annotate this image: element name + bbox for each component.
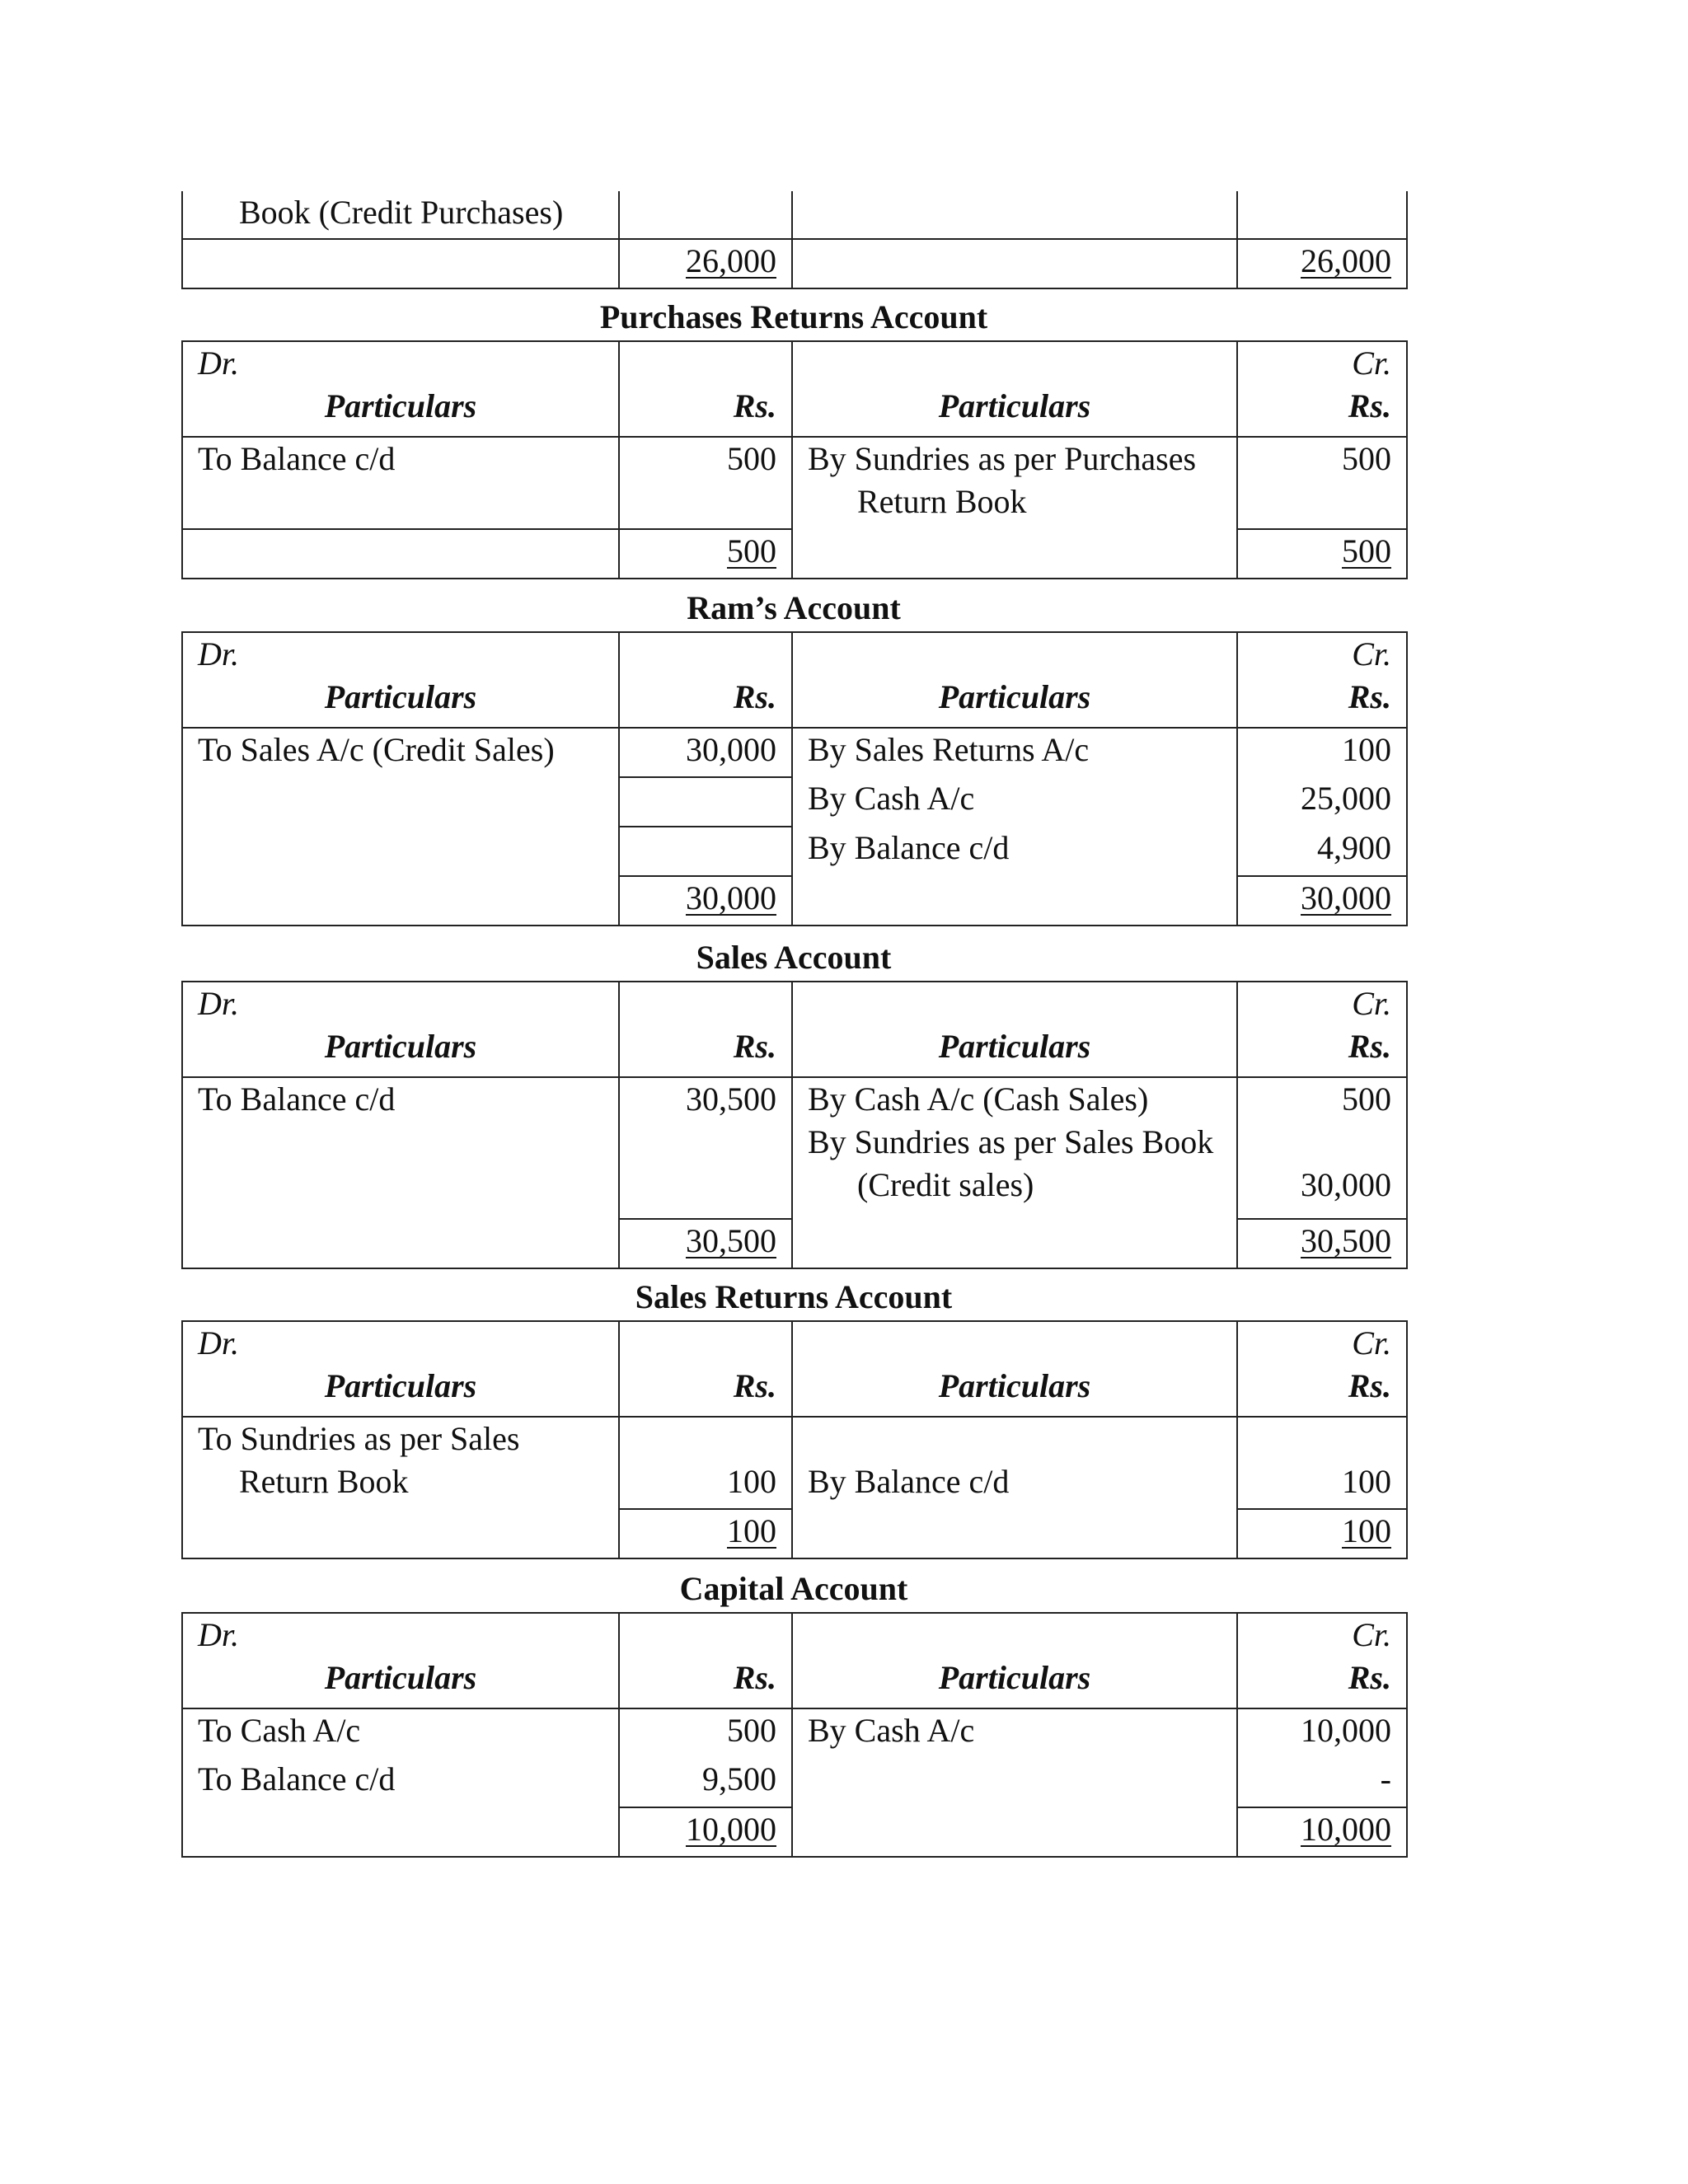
particulars-header: Particulars bbox=[324, 387, 477, 424]
particulars-header: Particulars bbox=[324, 1028, 477, 1065]
cr-label: Cr. bbox=[1352, 344, 1391, 382]
particulars-header: Particulars bbox=[938, 1367, 1091, 1404]
dr-amount: 500 bbox=[619, 1708, 792, 1758]
dr-amount: 30,000 bbox=[619, 728, 792, 777]
cr-label: Cr. bbox=[1352, 1616, 1391, 1653]
particulars-header: Particulars bbox=[938, 1659, 1091, 1696]
cr-label: Cr. bbox=[1352, 635, 1391, 673]
sales-returns-title: Sales Returns Account bbox=[635, 1278, 953, 1315]
rs-header: Rs. bbox=[1348, 1659, 1391, 1696]
rs-header: Rs. bbox=[733, 678, 776, 715]
cr-entry: By Cash A/c bbox=[792, 777, 1237, 827]
dr-amount: 500 bbox=[619, 437, 792, 529]
total-cr: 10,000 bbox=[1301, 1811, 1391, 1848]
cr-label: Cr. bbox=[1352, 1324, 1391, 1361]
rs-header: Rs. bbox=[733, 387, 776, 424]
total-dr: 100 bbox=[727, 1512, 776, 1549]
total-dr: 500 bbox=[727, 532, 776, 569]
total-dr: 30,500 bbox=[686, 1222, 776, 1259]
purchases-returns-title: Purchases Returns Account bbox=[599, 298, 988, 335]
sales-account-title: Sales Account bbox=[696, 939, 892, 976]
rs-header: Rs. bbox=[733, 1028, 776, 1065]
total-cr: 30,500 bbox=[1301, 1222, 1391, 1259]
cr-amount: 500 bbox=[1237, 437, 1407, 529]
dr-label: Dr. bbox=[198, 985, 240, 1022]
purchases-returns-table bbox=[181, 340, 1408, 579]
fragment-total-dr: 26,000 bbox=[686, 242, 776, 279]
particulars-header: Particulars bbox=[938, 1028, 1091, 1065]
rs-header: Rs. bbox=[1348, 1367, 1391, 1404]
rs-header: Rs. bbox=[1348, 387, 1391, 424]
total-cr: 500 bbox=[1342, 532, 1391, 569]
cr-entry: By Cash A/c bbox=[792, 1708, 1237, 1758]
dr-entry: To Balance c/d bbox=[182, 1077, 619, 1219]
cr-amount: 25,000 bbox=[1237, 777, 1407, 827]
particulars-header: Particulars bbox=[938, 678, 1091, 715]
cr-entry: By Sales Returns A/c bbox=[792, 728, 1237, 777]
dr-entry: To Cash A/c bbox=[182, 1708, 619, 1758]
total-dr: 30,000 bbox=[686, 879, 776, 916]
rs-header: Rs. bbox=[733, 1659, 776, 1696]
total-dr: 10,000 bbox=[686, 1811, 776, 1848]
cr-entry: By Balance c/d bbox=[792, 827, 1237, 876]
capital-account-table bbox=[181, 1612, 1408, 1858]
sales-returns-table bbox=[181, 1320, 1408, 1559]
cr-amount: 4,900 bbox=[1237, 827, 1407, 876]
dr-label: Dr. bbox=[198, 635, 240, 673]
fragment-dr-text: Book (Credit Purchases) bbox=[182, 191, 619, 239]
particulars-header: Particulars bbox=[324, 1367, 477, 1404]
dr-entry: To Sales A/c (Credit Sales) bbox=[182, 728, 619, 777]
rs-header: Rs. bbox=[1348, 1028, 1391, 1065]
cr-amount: - bbox=[1237, 1758, 1407, 1807]
cr-amount: 100 bbox=[1237, 1417, 1407, 1509]
fragment-total-cr: 26,000 bbox=[1301, 242, 1391, 279]
sales-account-table bbox=[181, 981, 1408, 1269]
capital-account-title: Capital Account bbox=[679, 1570, 908, 1607]
dr-label: Dr. bbox=[198, 1324, 240, 1361]
rs-header: Rs. bbox=[1348, 678, 1391, 715]
total-cr: 100 bbox=[1342, 1512, 1391, 1549]
ram-account-table bbox=[181, 631, 1408, 926]
dr-label: Dr. bbox=[198, 1616, 240, 1653]
dr-amount: 9,500 bbox=[619, 1758, 792, 1807]
cr-amount: 10,000 bbox=[1237, 1708, 1407, 1758]
cr-label: Cr. bbox=[1352, 985, 1391, 1022]
dr-entry: To Sundries as per Sales Return Book bbox=[182, 1417, 619, 1509]
particulars-header: Particulars bbox=[324, 678, 477, 715]
dr-entry: To Balance c/d bbox=[182, 1758, 619, 1807]
particulars-header: Particulars bbox=[938, 387, 1091, 424]
cr-amount: 100 bbox=[1237, 728, 1407, 777]
ram-account-title: Ram’s Account bbox=[687, 589, 901, 626]
total-cr: 30,000 bbox=[1301, 879, 1391, 916]
dr-amount: 100 bbox=[619, 1417, 792, 1509]
rs-header: Rs. bbox=[733, 1367, 776, 1404]
cr-entry: By Balance c/d bbox=[792, 1417, 1237, 1509]
dr-amount: 30,500 bbox=[619, 1077, 792, 1219]
dr-entry: To Balance c/d bbox=[182, 437, 619, 529]
cr-entry: By Sundries as per Purchases Return Book bbox=[792, 437, 1237, 529]
particulars-header: Particulars bbox=[324, 1659, 477, 1696]
purchases-account-fragment bbox=[181, 191, 1408, 289]
cr-entries: By Cash A/c (Cash Sales) By Sundries as per Sales Book (Credit sales) bbox=[792, 1077, 1237, 1219]
dr-label: Dr. bbox=[198, 344, 240, 382]
cr-amounts: 500 30,000 bbox=[1237, 1077, 1407, 1219]
